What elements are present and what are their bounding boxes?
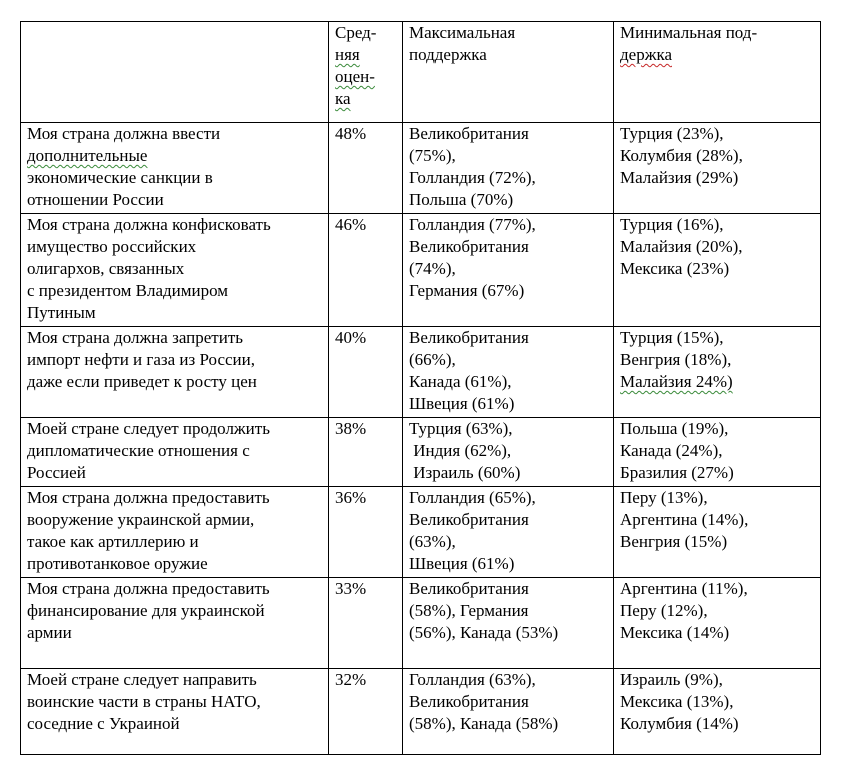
max-line: Турция (63%), [409, 419, 513, 438]
statement-line: Моя страна должна конфисковать [27, 215, 271, 234]
average-cell [329, 578, 403, 669]
header-average-line: няя [335, 45, 360, 64]
min-support-cell [614, 327, 821, 418]
header-min-line: Минимальная под- [620, 23, 758, 42]
min-line: Бразилия (27%) [620, 463, 734, 482]
statement-line: Моей стране следует направить [27, 670, 257, 689]
header-average-cell [329, 22, 403, 123]
max-line: Индия (62%), [409, 441, 512, 460]
min-line: Мексика (13%), [620, 692, 734, 711]
min-line: Перу (12%), [620, 601, 708, 620]
min-line: Турция (16%), [620, 215, 724, 234]
header-empty-cell [21, 22, 329, 123]
min-support-cell [614, 418, 821, 487]
statement-cell [21, 487, 329, 578]
max-line: (63%), [409, 532, 456, 551]
max-line: Израиль (60%) [409, 463, 521, 482]
statement-cell [21, 669, 329, 755]
max-support-cell [403, 123, 614, 214]
max-line: (66%), [409, 350, 456, 369]
statement-line: импорт нефти и газа из России, [27, 350, 255, 369]
header-average-line: ка [335, 89, 351, 108]
average-value: 38% [335, 419, 367, 438]
statement-line: Моей стране следует продолжить [27, 419, 270, 438]
min-line: Перу (13%), [620, 488, 708, 507]
table-row [21, 327, 821, 418]
max-line: (75%), [409, 146, 456, 165]
max-line: Голландия (65%), [409, 488, 536, 507]
max-line: Польша (70%) [409, 190, 514, 209]
min-line: Малайзия 24%) [620, 372, 733, 391]
max-support-cell [403, 578, 614, 669]
average-value: 48% [335, 124, 367, 143]
average-cell [329, 418, 403, 487]
statement-line: Моя страна должна предоставить [27, 488, 270, 507]
min-line: Турция (15%), [620, 328, 724, 347]
statement-line: такое как артиллерию и [27, 532, 199, 551]
min-line: Колумбия (28%), [620, 146, 743, 165]
min-line: Аргентина (11%), [620, 579, 748, 598]
max-support-cell [403, 487, 614, 578]
max-line: Канада (61%), [409, 372, 512, 391]
average-value: 46% [335, 215, 367, 234]
average-value: 40% [335, 328, 367, 347]
header-average-line: оцен- [335, 67, 375, 86]
header-row [21, 22, 821, 123]
table-row [21, 487, 821, 578]
statement-line: имущество российских [27, 237, 197, 256]
max-support-cell [403, 669, 614, 755]
table-row [21, 418, 821, 487]
max-line: (74%), [409, 259, 456, 278]
average-cell [329, 123, 403, 214]
min-line: Мексика (14%) [620, 623, 730, 642]
min-line: Турция (23%), [620, 124, 724, 143]
average-cell [329, 669, 403, 755]
max-support-cell [403, 327, 614, 418]
min-support-cell [614, 123, 821, 214]
statement-line: отношении России [27, 190, 164, 209]
average-value: 32% [335, 670, 367, 689]
min-line: Польша (19%), [620, 419, 729, 438]
statement-line: Россией [27, 463, 86, 482]
statement-cell [21, 578, 329, 669]
min-line: Венгрия (15%) [620, 532, 728, 551]
min-line: Малайзия (29%) [620, 168, 739, 187]
statement-line: дипломатические отношения с [27, 441, 250, 460]
average-value: 33% [335, 579, 367, 598]
average-value: 36% [335, 488, 367, 507]
survey-table [20, 21, 821, 755]
statement-line: вооружение украинской армии, [27, 510, 255, 529]
statement-cell [21, 327, 329, 418]
table-row [21, 123, 821, 214]
min-line: Аргентина (14%), [620, 510, 749, 529]
min-line: Малайзия (20%), [620, 237, 743, 256]
average-cell [329, 327, 403, 418]
statement-line: Путиным [27, 303, 96, 322]
min-line: Мексика (23%) [620, 259, 730, 278]
statement-line: Моя страна должна запретить [27, 328, 243, 347]
min-support-cell [614, 487, 821, 578]
header-max-support-cell [403, 22, 614, 123]
max-line: Голландия (77%), [409, 215, 536, 234]
header-max-line: Максимальная [409, 23, 516, 42]
average-cell [329, 487, 403, 578]
statement-cell [21, 418, 329, 487]
statement-line: дополнительные [27, 146, 148, 165]
table-row [21, 669, 821, 755]
header-max-line: поддержка [409, 45, 487, 64]
table-row [21, 214, 821, 327]
max-line: Великобритания [409, 692, 529, 711]
statement-line: олигархов, связанных [27, 259, 185, 278]
header-average-line: Сред- [335, 23, 377, 42]
min-support-cell [614, 669, 821, 755]
statement-line: соседние с Украиной [27, 714, 180, 733]
average-cell [329, 214, 403, 327]
header-min-line: держка [620, 45, 672, 64]
statement-line: финансирование для украинской [27, 601, 265, 620]
max-support-cell [403, 418, 614, 487]
max-line: Великобритания [409, 510, 529, 529]
min-line: Израиль (9%), [620, 670, 723, 689]
statement-line: Моя страна должна ввести [27, 124, 221, 143]
max-line: Великобритания [409, 124, 529, 143]
max-line: Великобритания [409, 237, 529, 256]
max-line: (56%), Канада (53%) [409, 623, 559, 642]
min-line: Колумбия (14%) [620, 714, 739, 733]
statement-line: даже если приведет к росту цен [27, 372, 257, 391]
statement-line: экономические санкции в [27, 168, 213, 187]
max-line: Германия (67%) [409, 281, 525, 300]
statement-line: противотанковое оружие [27, 554, 208, 573]
max-line: (58%), Германия [409, 601, 529, 620]
max-support-cell [403, 214, 614, 327]
statement-cell [21, 214, 329, 327]
statement-line: воинские части в страны НАТО, [27, 692, 261, 711]
min-line: Венгрия (18%), [620, 350, 732, 369]
max-line: (58%), Канада (58%) [409, 714, 559, 733]
table-row [21, 578, 821, 669]
min-line: Канада (24%), [620, 441, 723, 460]
statement-line: Моя страна должна предоставить [27, 579, 270, 598]
statement-line: армии [27, 623, 72, 642]
header-min-support-cell [614, 22, 821, 123]
max-line: Великобритания [409, 328, 529, 347]
min-support-cell [614, 214, 821, 327]
max-line: Голландия (72%), [409, 168, 536, 187]
max-line: Великобритания [409, 579, 529, 598]
min-support-cell [614, 578, 821, 669]
statement-cell [21, 123, 329, 214]
statement-line: с президентом Владимиром [27, 281, 229, 300]
max-line: Швеция (61%) [409, 554, 515, 573]
max-line: Голландия (63%), [409, 670, 536, 689]
max-line: Швеция (61%) [409, 394, 515, 413]
